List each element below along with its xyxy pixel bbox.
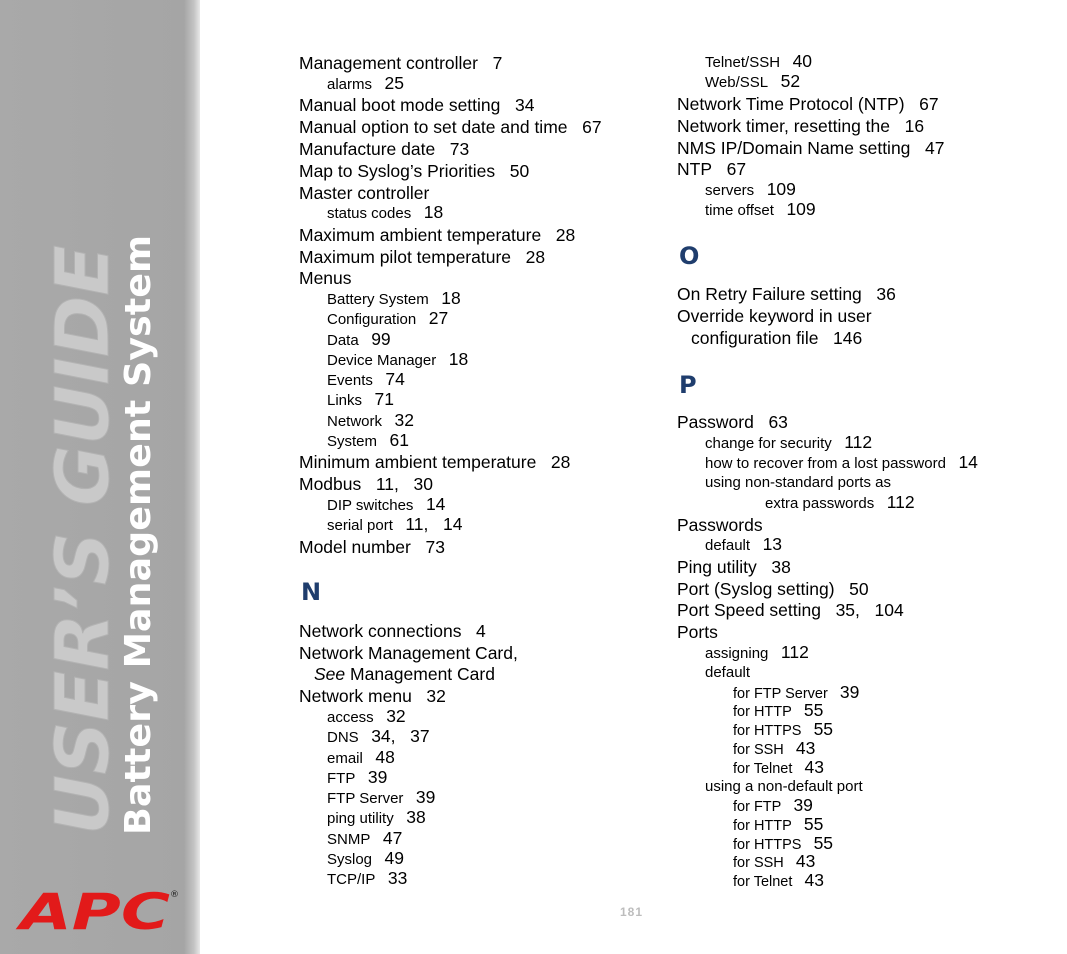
- index-entry: [733, 758, 824, 778]
- index-entry: [327, 495, 445, 515]
- page-reference[interactable]: 73: [425, 537, 445, 557]
- index-term: Override keyword in user: [677, 306, 872, 326]
- index-entry: [705, 200, 816, 220]
- index-entry: [677, 306, 872, 326]
- index-term: DNS: [327, 729, 359, 746]
- index-term: access: [327, 709, 374, 726]
- index-term: Modbus: [299, 474, 362, 494]
- index-entry: [677, 412, 788, 432]
- index-entry: [705, 433, 872, 453]
- page-reference[interactable]: 36: [876, 284, 896, 304]
- index-term: Manufacture date: [299, 139, 436, 159]
- index-term: ping utility: [327, 810, 394, 827]
- index-term: FTP Server: [327, 790, 404, 807]
- index-term: Network menu: [299, 686, 412, 706]
- page-reference[interactable]: 39: [415, 787, 436, 807]
- index-entry: [733, 720, 833, 740]
- index-term: Network timer, resetting the: [677, 116, 890, 136]
- index-term: Web/SSL: [705, 74, 769, 91]
- page-reference[interactable]: 50: [509, 161, 530, 181]
- page-reference[interactable]: 38: [406, 807, 426, 827]
- index-term: for SSH: [733, 742, 784, 758]
- index-term: Minimum ambient temperature: [299, 452, 537, 472]
- page-reference[interactable]: 67: [919, 94, 939, 114]
- page-reference[interactable]: 112: [886, 492, 915, 512]
- index-entry: [327, 808, 426, 828]
- index-entry: [327, 707, 406, 727]
- index-entry: [677, 138, 944, 158]
- guide-subtitle: Battery Management System: [118, 243, 159, 835]
- index-term: extra passwords: [765, 495, 875, 512]
- index-entry: [327, 289, 461, 309]
- index-term: for HTTP: [733, 704, 792, 720]
- page-reference[interactable]: 112: [844, 432, 873, 452]
- index-term: On Retry Failure setting: [677, 284, 862, 304]
- index-term: Syslog: [327, 851, 373, 868]
- page-reference[interactable]: 55: [813, 719, 834, 739]
- index-term: Maximum pilot temperature: [299, 247, 512, 267]
- page-reference[interactable]: 52: [780, 71, 801, 91]
- index-term: for HTTPS: [733, 723, 802, 739]
- page-reference[interactable]: 67: [726, 159, 747, 179]
- index-term: status codes: [327, 205, 412, 222]
- index-entry: [733, 796, 813, 816]
- index-entry: [677, 600, 904, 620]
- index-term: Master controller: [299, 183, 430, 203]
- index-entry: [299, 621, 486, 641]
- page-reference[interactable]: 48: [375, 747, 395, 767]
- index-entry: [733, 834, 833, 854]
- index-term: Map to Syslog’s Priorities: [299, 161, 496, 181]
- index-entry: [327, 330, 391, 350]
- index-term: assigning: [705, 645, 769, 662]
- page-reference[interactable]: 146: [833, 328, 863, 348]
- index-entry: [677, 94, 939, 114]
- index-entry: [299, 643, 518, 663]
- index-term: using non-standard ports as: [705, 474, 891, 491]
- index-entry: [327, 74, 404, 94]
- page-reference[interactable]: 38: [771, 557, 791, 577]
- index-entry: [327, 309, 448, 329]
- index-term: Management Card: [350, 664, 495, 684]
- index-term: Password: [677, 412, 754, 432]
- index-entry: [327, 370, 405, 390]
- index-entry: [327, 869, 407, 889]
- page-reference[interactable]: 99: [371, 329, 391, 349]
- index-term: Passwords: [677, 515, 763, 535]
- section-letter-p: P: [679, 371, 697, 399]
- index-term: alarms: [327, 76, 373, 93]
- index-term: Port Speed setting: [677, 600, 821, 620]
- index-entry: [327, 829, 402, 849]
- index-entry: [299, 183, 429, 203]
- index-entry: [691, 328, 862, 348]
- index-term: for Telnet: [733, 761, 793, 777]
- index-entry: [299, 452, 570, 472]
- index-term: servers: [705, 182, 755, 199]
- page-reference[interactable]: 34: [514, 95, 535, 115]
- page-reference[interactable]: 39: [367, 767, 388, 787]
- page-reference[interactable]: 63: [768, 412, 788, 432]
- page-reference[interactable]: 28: [555, 225, 576, 245]
- page-reference[interactable]: 28: [550, 452, 571, 472]
- index-entry: [314, 664, 495, 684]
- index-term: for SSH: [733, 855, 784, 871]
- index-term: Battery System: [327, 291, 429, 308]
- index-term: Ports: [677, 622, 718, 642]
- page-reference[interactable]: 18: [448, 349, 469, 369]
- apc-logo: [14, 883, 179, 941]
- index-entry: [299, 161, 529, 181]
- page-reference[interactable]: 39: [839, 682, 860, 702]
- index-entry: [327, 768, 387, 788]
- index-entry: [327, 515, 462, 535]
- index-entry: [327, 411, 414, 431]
- index-entry: [705, 777, 863, 796]
- index-term: SNMP: [327, 831, 371, 848]
- page-reference[interactable]: 18: [441, 288, 461, 308]
- page-reference[interactable]: 43: [804, 870, 824, 890]
- index-entry: [705, 663, 750, 682]
- page-reference[interactable]: 32: [386, 706, 406, 726]
- index-term: default: [705, 537, 751, 554]
- page-reference[interactable]: 112: [780, 642, 809, 662]
- index-entry: [677, 515, 763, 535]
- index-term: for Telnet: [733, 874, 793, 890]
- index-term: NTP: [677, 159, 712, 179]
- page-reference[interactable]: 55: [813, 833, 834, 853]
- page-reference[interactable]: 67: [582, 117, 602, 137]
- index-term: email: [327, 750, 363, 767]
- index-term: TCP/IP: [327, 871, 376, 888]
- index-entry: [299, 117, 602, 137]
- index-entry: [705, 535, 782, 555]
- index-term: Model number: [299, 537, 411, 557]
- index-entry: [705, 72, 800, 92]
- index-entry: [327, 849, 404, 869]
- index-term: Telnet/SSH: [705, 54, 781, 71]
- index-entry: [299, 474, 433, 494]
- index-entry: [705, 52, 812, 72]
- index-term: Network: [327, 413, 383, 430]
- page-reference[interactable]: 27: [428, 308, 449, 328]
- index-term: for HTTP: [733, 818, 792, 834]
- index-term: NMS IP/Domain Name setting: [677, 138, 911, 158]
- index-term: change for security: [705, 435, 832, 452]
- index-entry: [677, 579, 869, 599]
- index-term: System: [327, 433, 378, 450]
- index-entry: [327, 727, 430, 747]
- index-term: how to recover from a lost password: [705, 455, 946, 472]
- page-reference[interactable]: 16: [904, 116, 925, 136]
- index-entry: [677, 284, 896, 304]
- index-entry: [677, 557, 791, 577]
- page-reference[interactable]: 50: [849, 579, 869, 599]
- page-reference[interactable]: 7: [492, 53, 503, 73]
- index-entry: [677, 159, 746, 179]
- index-entry: [705, 453, 978, 473]
- page-reference[interactable]: 14: [425, 494, 446, 514]
- page-reference[interactable]: 55: [803, 700, 824, 720]
- page-reference[interactable]: 43: [804, 757, 824, 777]
- index-term: FTP: [327, 770, 356, 787]
- index-term: Events: [327, 372, 373, 389]
- page-reference[interactable]: 43: [795, 738, 816, 758]
- index-entry: [765, 493, 915, 513]
- index-entry: [733, 815, 823, 835]
- index-term: Links: [327, 392, 363, 409]
- index-term: Manual option to set date and time: [299, 117, 568, 137]
- index-entry: [299, 139, 469, 159]
- index-term: using a non-default port: [705, 778, 863, 795]
- page-reference[interactable]: 34, 37: [371, 726, 430, 746]
- index-entry: [733, 739, 815, 759]
- page-reference[interactable]: 32: [426, 686, 446, 706]
- index-entry: [733, 701, 823, 721]
- page-reference[interactable]: 32: [394, 410, 414, 430]
- index-entry: [705, 643, 809, 663]
- guide-title: USER’S GUIDE: [40, 246, 126, 835]
- page-reference[interactable]: 109: [766, 179, 796, 199]
- page-reference[interactable]: 71: [374, 389, 395, 409]
- index-entry: [299, 95, 534, 115]
- page-reference[interactable]: 109: [786, 199, 816, 219]
- index-entry: [299, 537, 445, 557]
- page-reference[interactable]: 11, 14: [405, 514, 463, 534]
- index-entry: [677, 116, 924, 136]
- index-term: Configuration: [327, 311, 417, 328]
- index-entry: [327, 390, 394, 410]
- page-number: 181: [620, 905, 644, 919]
- index-term: for HTTPS: [733, 837, 802, 853]
- page-reference[interactable]: 61: [389, 430, 409, 450]
- index-term: Port (Syslog setting): [677, 579, 835, 599]
- page-reference[interactable]: 28: [525, 247, 546, 267]
- index-term: for FTP Server: [733, 686, 828, 702]
- index-term: Data: [327, 332, 359, 349]
- page-reference[interactable]: 49: [384, 848, 405, 868]
- index-entry: [299, 53, 502, 73]
- page-reference[interactable]: 18: [423, 202, 444, 222]
- index-entry: [327, 788, 435, 808]
- page-reference[interactable]: 11, 30: [375, 474, 433, 494]
- index-term: DIP switches: [327, 497, 414, 514]
- page-reference[interactable]: 55: [803, 814, 824, 834]
- page-reference[interactable]: 33: [387, 868, 408, 888]
- index-entry: [327, 350, 468, 370]
- page-reference[interactable]: 74: [385, 369, 405, 389]
- index-entry: [327, 748, 395, 768]
- page-reference[interactable]: 47: [382, 828, 403, 848]
- index-term: for FTP: [733, 799, 782, 815]
- index-entry: [705, 473, 891, 492]
- page-reference[interactable]: 13: [762, 534, 783, 554]
- index-term: default: [705, 664, 751, 681]
- page-reference[interactable]: 35, 104: [835, 600, 904, 620]
- index-term: Network Time Protocol (NTP): [677, 94, 905, 114]
- index-entry: [733, 871, 824, 891]
- index-term: Maximum ambient temperature: [299, 225, 542, 245]
- index-term: Menus: [299, 268, 352, 288]
- index-term: Network connections: [299, 621, 462, 641]
- index-entry: [677, 622, 718, 642]
- sidebar: [0, 0, 200, 954]
- logo-text: APC: [14, 883, 171, 941]
- page-reference[interactable]: 40: [792, 51, 813, 71]
- section-letter-n: N: [301, 578, 322, 606]
- page-reference[interactable]: 14: [958, 452, 978, 472]
- index-entry: [327, 203, 443, 223]
- index-entry: [705, 180, 796, 200]
- page-reference[interactable]: 47: [925, 138, 945, 158]
- index-term: serial port: [327, 517, 393, 534]
- page-reference[interactable]: 4: [476, 621, 486, 641]
- index-term: Manual boot mode setting: [299, 95, 501, 115]
- index-term: Management controller: [299, 53, 478, 73]
- index-term: Ping utility: [677, 557, 757, 577]
- index-entry: [733, 683, 859, 703]
- section-letter-o: O: [679, 242, 700, 270]
- index-entry: [733, 852, 815, 872]
- index-entry: [299, 225, 575, 245]
- page-reference[interactable]: 73: [449, 139, 470, 159]
- page-reference[interactable]: 39: [793, 795, 813, 815]
- sidebar-title: [10, 230, 160, 840]
- index-term: Device Manager: [327, 352, 437, 369]
- index-term: Network Management Card,: [299, 643, 518, 663]
- index-term: configuration file: [691, 328, 819, 348]
- page-reference[interactable]: 25: [384, 73, 404, 93]
- index-entry: [299, 686, 446, 706]
- index-entry: [299, 268, 352, 288]
- page-reference[interactable]: 43: [795, 851, 816, 871]
- index-entry: [299, 247, 545, 267]
- registered-mark-icon: ®: [170, 890, 179, 900]
- index-entry: [327, 431, 409, 451]
- index-term: time offset: [705, 202, 774, 219]
- see-reference-label: See: [314, 664, 346, 684]
